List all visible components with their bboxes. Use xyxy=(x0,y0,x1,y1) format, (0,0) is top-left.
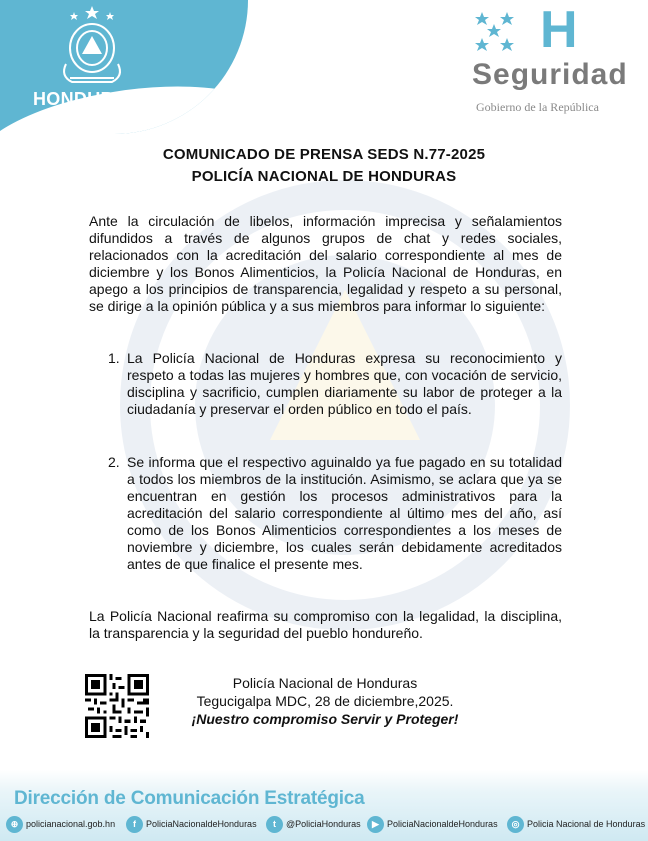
closing-paragraph: La Policía Nacional reafirma su compromiso con la legalidad, la disciplina, la transparencia y la seguridad del pueblo hondureño. xyxy=(89,608,562,641)
social-link-label: PoliciaNacionaldeHonduras xyxy=(146,819,257,829)
social-link-label: policianacional.gob.hn xyxy=(26,819,116,829)
honduras-wordmark: HONDURAS xyxy=(33,89,140,109)
social-link-twitter[interactable] xyxy=(266,814,361,834)
seguridad-h-logo: H xyxy=(540,1,578,59)
youtube-icon: ▶ xyxy=(367,816,384,833)
list-item-number: 1. xyxy=(108,350,120,366)
social-link-label: PoliciaNacionaldeHonduras xyxy=(387,819,498,829)
web-icon: ⊕ xyxy=(6,816,23,833)
social-link-label: @PoliciaHonduras xyxy=(286,819,361,829)
signature-organization: Policía Nacional de Honduras xyxy=(232,675,418,691)
footer-title: Dirección de Comunicación Estratégica xyxy=(14,788,365,809)
qr-code-icon[interactable] xyxy=(85,674,149,738)
list-item-number: 2. xyxy=(108,454,120,470)
honduras-coat-of-arms-icon xyxy=(52,4,132,86)
intro-paragraph: Ante la circulación de libelos, información imprecisa y señalamientos difundidos a través de algunos grupos de chat y redes sociales, relacionados con la acreditación del salario correspondiente al mes de diciembre y los Bonos Alimenticios, la Policía Nacional de Honduras, en apego a los principios de transparencia, legalidad y respeto a su personal, se dirige a la opinión pública y a sus miembros para informar lo siguiente: xyxy=(89,213,562,314)
signature-motto: ¡Nuestro compromiso Servir y Proteger! xyxy=(191,711,459,727)
social-link-web[interactable] xyxy=(6,814,115,834)
signature-place-date: Tegucigalpa MDC, 28 de diciembre,2025. xyxy=(196,693,454,709)
communique-subtitle: POLICÍA NACIONAL DE HONDURAS xyxy=(191,168,457,185)
seguridad-wordmark: Seguridad xyxy=(472,58,628,91)
facebook-icon: f xyxy=(126,816,143,833)
list-item-text: La Policía Nacional de Honduras expresa su reconocimiento y respeto a todas las mujeres y hombres que, con vocación de servicio, disciplina y sacrificio, cumplen diariamente su labor de proteger a la ciudadanía y preservar el orden público en todo el país. xyxy=(127,350,562,417)
social-link-youtube[interactable] xyxy=(367,814,498,834)
list-item-text: Se informa que el respectivo aguinaldo ya fue pagado en su totalidad a todos los miembros de la institución. Asimismo, se aclara que ya se encuentran en gestión los procesos administrativos para la acreditación del salario correspondiente al último mes del año, así como de los Bonos Alimenticios correspondientes a los meses de noviembre y diciembre, los cuales serán debidamente acreditados antes de que finalice el presente mes. xyxy=(127,454,562,572)
social-link-facebook[interactable] xyxy=(126,814,257,834)
gobierno-subtitle: Gobierno de la República xyxy=(476,100,599,114)
social-link-label: Policia Nacional de Honduras xyxy=(527,819,646,829)
instagram-icon: ◎ xyxy=(507,816,524,833)
communique-title: COMUNICADO DE PRENSA SEDS N.77-2025 xyxy=(162,146,486,163)
twitter-icon: t xyxy=(266,816,283,833)
seguridad-stars-icon xyxy=(472,10,542,55)
social-link-instagram[interactable] xyxy=(507,814,645,834)
